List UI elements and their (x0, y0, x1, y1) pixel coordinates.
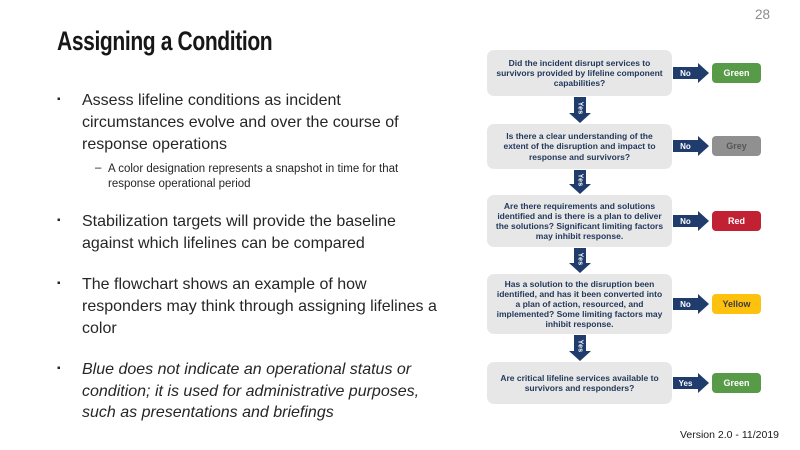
result-box-grey (712, 136, 761, 156)
bullet-square-icon: ▪ (57, 215, 61, 227)
yes-connector-label: Yes (576, 339, 584, 353)
bullet-square-icon: ▪ (57, 277, 61, 289)
result-box-green (712, 63, 761, 83)
bullet-square-icon: ▪ (57, 94, 61, 105)
bullet-text: Assess lifeline conditions as incident circumstances evolve and over the course of response operations (82, 92, 399, 153)
flow-question-text: Are there requirements and solutions identified and is there is a plan to deliver the solutions? Significant limiting factors may inhibit response. (495, 200, 664, 242)
flow-question-box (487, 124, 672, 169)
result-label: Grey (726, 141, 747, 151)
branch-label: No (680, 68, 691, 78)
flow-question-box (487, 50, 672, 96)
branch-arrow-icon (673, 294, 709, 314)
bullet-item (57, 359, 459, 425)
sub-bullet-text: A color designation represents a snapshot in time for that response operational period (108, 162, 399, 190)
yes-connector-arrow-icon (569, 248, 591, 273)
result-box-red (712, 211, 761, 231)
arrow-head (698, 294, 709, 314)
branch-label: No (680, 299, 691, 309)
yes-connector-arrow-icon (569, 170, 591, 194)
branch-arrow-icon (673, 136, 709, 156)
condition-flowchart (483, 46, 783, 416)
bullet-text: The flowchart shows an example of how responders may think through assigning lifelines a color (82, 275, 437, 337)
yes-connector-arrow-icon (569, 97, 591, 123)
flow-question-box (487, 195, 672, 247)
arrow-head (569, 113, 591, 123)
arrow-head (569, 351, 591, 361)
slide-title: Assigning a Condition (57, 26, 273, 56)
flow-question-text: Has a solution to the disruption been identified, and has it been converted into a plan of action, resourced, and implemented? Some limiting factors may inhibit response. (496, 278, 663, 330)
branch-arrow-icon (673, 63, 709, 83)
bullet-list (57, 90, 459, 443)
bullet-item (57, 211, 459, 255)
result-label: Green (723, 378, 750, 388)
arrow-head (698, 373, 709, 393)
branch-arrow-icon (673, 373, 709, 393)
flow-question-text: Did the incident disrupt services to survivors provided by lifeline component capabilities? (496, 57, 663, 89)
arrow-head (698, 63, 709, 83)
version-footer: Version 2.0 - 11/2019 (679, 429, 779, 441)
flow-question-text: Is there a clear understanding of the extent of the disruption and impact to response and survivors? (503, 131, 656, 162)
result-box-green (712, 373, 761, 393)
branch-label: Yes (678, 378, 693, 388)
bullet-square-icon: ▪ (57, 362, 61, 374)
dash-icon: – (95, 161, 102, 174)
flow-question-text: Are critical lifeline services available to survivors and responders? (500, 372, 659, 393)
yes-connector-label: Yes (576, 173, 584, 187)
result-label: Red (727, 216, 745, 226)
result-label: Yellow (722, 299, 751, 309)
bullet-text: Stabilization targets will provide the baseline against which lifelines can be compared (82, 213, 396, 252)
yes-connector-label: Yes (576, 252, 584, 265)
branch-arrow-icon (673, 211, 709, 231)
flow-question-box (487, 274, 672, 334)
arrow-head (698, 136, 709, 156)
result-label: Green (723, 68, 750, 78)
yes-connector-label: Yes (576, 101, 584, 115)
arrow-head (698, 211, 709, 231)
branch-label: No (680, 141, 691, 151)
result-box-yellow (712, 294, 761, 314)
bullet-item (57, 274, 459, 340)
sub-bullet-item (82, 162, 444, 192)
flow-question-box (487, 362, 672, 404)
branch-label: No (680, 216, 691, 226)
page-number: 28 (754, 7, 770, 22)
yes-connector-arrow-icon (569, 335, 591, 361)
bullet-item (57, 90, 459, 192)
bullet-text: Blue does not indicate an operational status or condition; it is used for administrative purposes, such as presentations and briefings (82, 360, 420, 422)
